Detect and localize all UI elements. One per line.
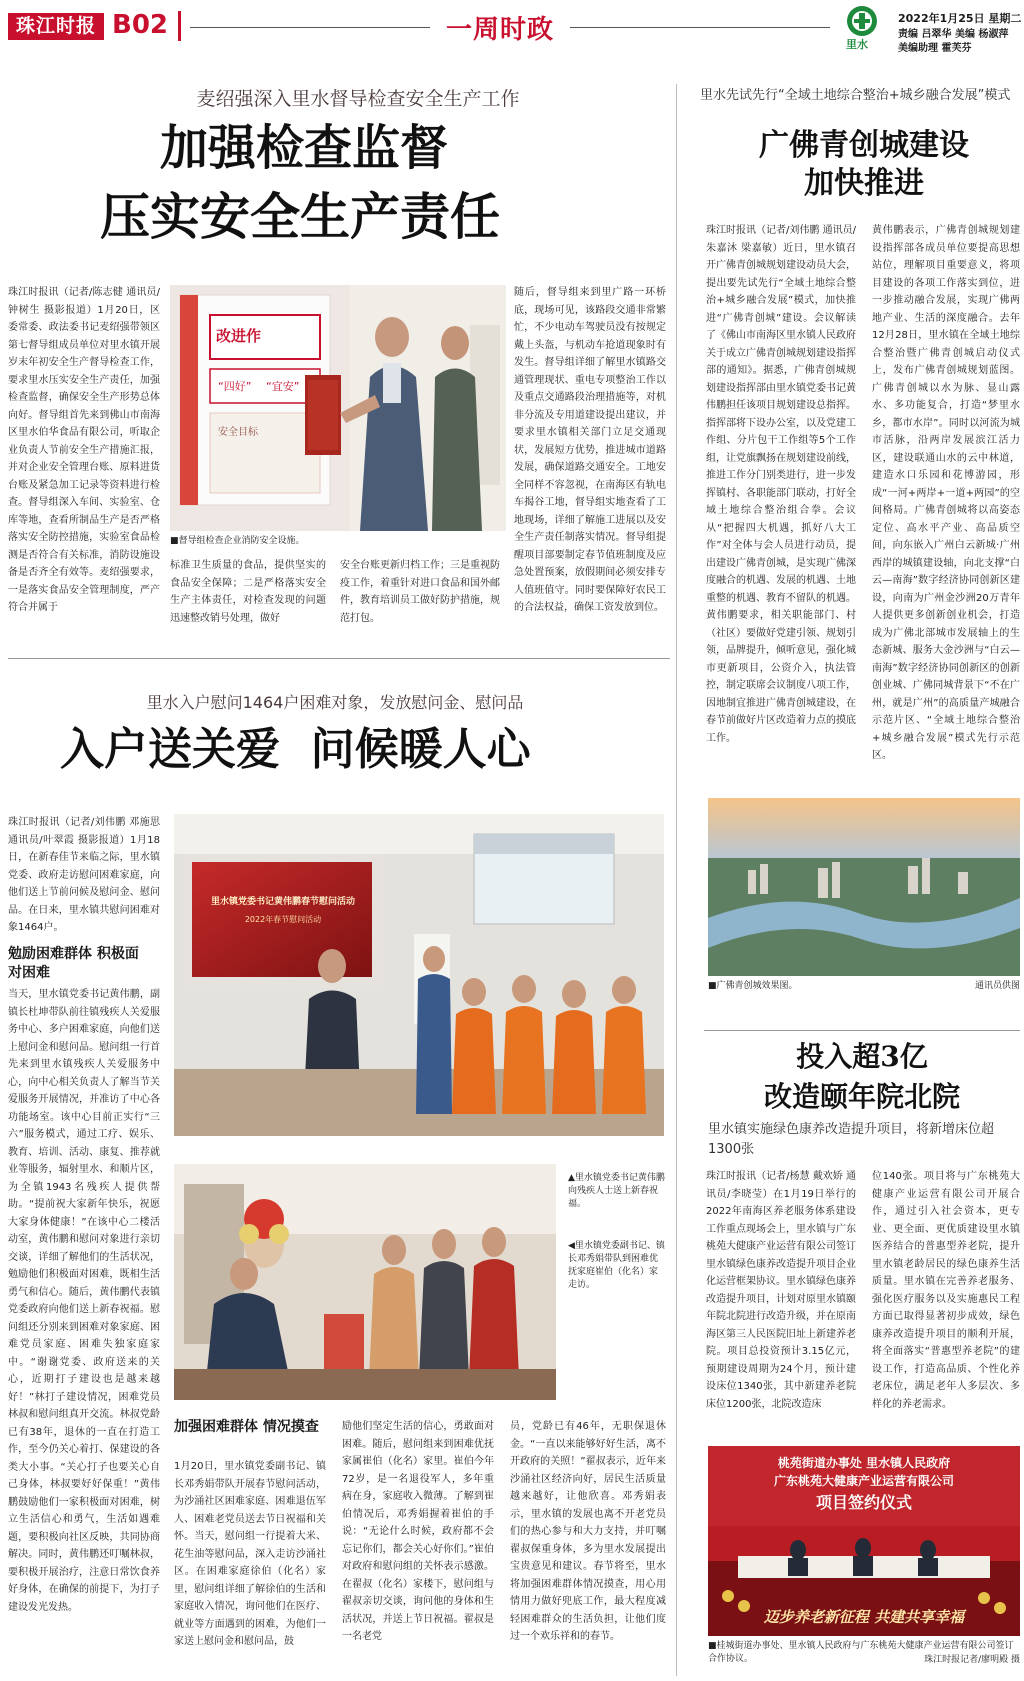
signing-banner-line4: 迈步养老新征程 共建共享幸福 [763, 1608, 965, 1626]
masthead [0, 0, 1024, 54]
article1-col1: 珠江时报讯（记者/陈志健 通讯员/钟树生 摄影报道）1月20日，区委常委、政法委书记麦绍强带领区第七督导组成员单位对里水镇开展岁末年初安全生产督导检查工作，要求里水压实安全生产责任，加强检查监督，确保安全生产形势总体向好。督导组首先来到佛山市南海区里水伯华食品有限公司，听取企业负责人节前安全生产措施汇报，并对企业安全管理台账、原料进货台账及紧急加工记录等资料进行检查。督导组深入车间、实验室、仓库等地，查看所制品生产是否严格落实安全防控措施，实验室食品检测是否符合有关标准，消防设施设备是否齐全有效等。麦绍强要求，一是落实食品安全管理制度，严产符合并属于 [8, 287, 160, 613]
article1-subtitle: 麦绍强深入里水督导检查安全生产工作 [196, 88, 520, 110]
article1-col2: 标准卫生质量的食品，提供坚实的食品安全保障；二是严格落实安全生产主体责任，对检查发现的问题迅速整改销号处理，做好 [170, 560, 326, 624]
article2-col3: 励他们坚定生活的信心，勇敢面对困难。随后，慰问组来到困难优抚家属崔伯（化名）家里。崔伯今年72岁，是一名退役军人，多年重病在身，家庭收入微薄。了解到崔伯情况后，邓秀娟握着崔伯的手说：“无论什么时候，政府都不会忘记你们，都会关心好你们。”崔伯对政府和慰问组的关怀表示感激。在翟叔（化名）家楼下，慰问组与翟叔亲切交谈，询问他的身体和生活状况，并送上节日祝福。翟叔是一名老党 [342, 1421, 494, 1642]
photo-sign-text-2: “四好” [218, 380, 252, 393]
masthead-bar [178, 11, 181, 41]
article1-col4: 随后，督导组来到里广路一环桥底，现场可见，该路段交通非常繁忙，不少电动车驾驶员没有按规定戴上头盔，与机动车抢道现象时有发生。督导组详细了解里水镇路交通管理现状、重电专项整治工作以及重点交通路段治理措施等，对机非分流及专用道建设提出建议，并要求里水镇相关部门立足交通现状，发展短方优势，推进城市道路发展，确保道路交通安全。工地安全同样不容忽视，在南海区有轨电车揭谷工地，督导组实地查看了工地现场，详细了解施工进展以及安全生产责任制落实情况。督导组提醒项目部要制定春节值班制度及应急处置预案，放假期间必须安排专人值班值守。同时要保障好农民工的合法权益，确保工资发放到位。 [514, 287, 666, 613]
article2-col4: 员，党龄已有46年，无职保退休金。“一直以来能够好好生活，离不开政府的关照！”翟叔表示，近年来沙涌社区经济向好，居民生活质量越来越好，让他欣喜。邓秀娟表示，里水镇的发展也离不开老党员们的热心参与和大力支持，并叮嘱翟叔保重身体，多为里水发展提出宝贵意见和建议。春节将至，里水将加强困难群体情况摸查，用心用情用力做好兜底工作，最大程度减轻困难群众的生活负担，让他们度过一个欢乐祥和的春节。 [510, 1421, 666, 1642]
article1-title-line1: 加强检查监督 [160, 120, 449, 176]
photo-sign-text-4: 安全目标 [218, 427, 258, 438]
article4-col2: 位140张。项目将与广东桃苑大健康产业运营有限公司开展合作，通过引入社会资本，更专业、更全面、更优质建设里水镇医养结合的普惠型养老院，提升里水镇老龄居民的绿色康养生活质量。里水镇在完善养老服务、强化医疗服务以及实施惠民工程方面已取得显著初步成效，绿色康养改造提升项目的顺利开展，将全面落实“普惠型养老院”的建设工作，打造高品质、个性化养老床位，满足老年人多层次、多样化的养老需求。 [872, 1171, 1020, 1410]
signing-banner-line1: 桃苑街道办事处 里水镇人民政府 [777, 1456, 951, 1470]
banner-subtext: 2022年春节慰问活动 [244, 915, 322, 924]
article2-head1: 勉励困难群体 积极面对困难 [8, 946, 139, 981]
signing-ceremony-photo [708, 1446, 1020, 1636]
section-title: 一周时政 [446, 15, 555, 45]
paper-name-logo: 珠江时报 [8, 13, 104, 40]
article3-kicker: 里水先试先行“全域土地综合整治+城乡融合发展”模式 [700, 88, 1011, 103]
article3-col2: 黄伟鹏表示，广佛青创城规划建设指挥部各成员单位要提高思想站位，理解项目重要意义，将项目建设的各项工作落实到位，进一步推动融合发展，实现广佛两地产业、生活的深度融合。去年12月28日，里水镇在全域土地综合整治暨广佛青创城启动仪式上，发布广佛青创城规划蓝图。广佛青创城以水为脉、显山露水、多功能复合，打造“梦里水乡，都市水岸”。同时以河流为城市活脉，沿两岸发展滨江活力区，建设联通山水的云中林道，建造水口乐园和花博游园，形成“一河+两岸+一道+两园”的空间格局。广佛青创城将以高姿态定位、高水平产业、高品质空间，向东嵌入广州白云新城·广州西岸的城镇建设轴，向北支撑“白云—南海”数字经济协同创新区建设，向南为广州金沙洲20万青年人提供更多创新创业机会，打造成为广佛北部城市发展轴上的生态新城、服务大金沙洲与“白云—南海”数字经济协同创新区的创新创业城、广佛同城背景下“不在广州，就是广州”的高质量产城融合示范片区、“全域土地综合整治+城乡融合发展”模式先行示范区。 [872, 225, 1020, 761]
signing-photo-credit: 珠江时报记者/廖明殿 摄 [924, 1655, 1020, 1665]
column-divider [676, 84, 677, 1676]
signing-banner-line2: 广东桃苑大健康产业运营有限公司 [773, 1474, 954, 1488]
article2-lede: 珠江时报讯（记者/刘伟鹏 邓施思 通讯员/叶翠霞 摄影报道）1月18日，在新春佳节来临之际，里水镇党委、政府走访慰问困难家庭，向他们送上节前问候及慰问金、慰问品。在日来，里水镇共慰问困难对象1464户。 [8, 817, 160, 933]
masthead-rule-right [570, 27, 830, 28]
article4-subtitle: 里水镇实施绿色康养改造提升项目，将新增床位超1300张 [708, 1122, 995, 1157]
photo-caption-1: ▲里水镇党委书记黄伟鹏向残疾人士送上新春祝福。 [568, 1173, 665, 1209]
liyshui-logo [840, 4, 884, 51]
article2-subtitle: 里水入户慰问1464户困难对象，发放慰问金、慰问品 [146, 693, 524, 712]
photo-caption-2: ◀里水镇党委副书记、镇长邓秀娟带队到困难优抚家庭崔伯（化名）家走访。 [568, 1241, 665, 1290]
article1-col3: 安全台账更新归档工作；三是重视防疫工作，着重针对进口食品和国外邮件，教育培训员工做好防护措施，规范打包。 [340, 560, 500, 624]
article3-title-line1: 广佛青创城建设 [759, 128, 969, 163]
inspection-photo [170, 285, 506, 531]
greenway-city-render [708, 798, 1020, 976]
photo-sign-text-1: 改进作 [216, 327, 262, 345]
signing-photo-caption: ■桂城街道办事处、里水镇人民政府与广东桃苑大健康产业运营有限公司签订合作协议。 [708, 1641, 1014, 1664]
article4-col1: 珠江时报讯（记者/杨慧 戴欢娇 通讯员/李晓莹）在1月19日举行的2022年南海区养老服务体系建设工作重点现场会上，里水镇与广东桃苑大健康产业运营有限公司签订里水镇绿色康养改造提升项目企业化运营框架协议。里水镇绿色康养改造提升项目，计划对原里水镇颐年院北院进行改造升级，并在原南海区第三人民医院旧址上新建养老院。项目总投资预计3.15亿元，预期建设周期为24个月，预计建设床位1340张，其中新建养老院床位1200张，北院改造床 [706, 1171, 856, 1410]
article3-col1: 珠江时报讯（记者/刘伟鹏 通讯员/朱嘉沐 梁嘉敏）近日，里水镇召开广佛青创城规划建设动员大会，提出要先试先行“全域土地综合整治+城乡融合发展”模式，加快推进“广佛青创城”建设。会议解读了《佛山市南海区里水镇人民政府关于成立广佛青创城规划建设指挥部的通知》。据悉，广佛青创城规划建设指挥部由里水镇党委书记黄伟鹏担任该项目规划建设总指挥。指挥部将下设办公室，以及党建工作组、分片包干工作组等5个工作组，让党旗飘扬在规划建设前线，推进工作分门别类进行，进一步发挥镇村、各职能部门联动，打好全域土地综合整治组合拳。会议从“把握四大机遇，抓好八大工作”对全体与会人员进行动员，提出建设广佛青创城，是实现广佛深度融合的机遇、发展的机遇、土地重整的机遇、教育不留队的机遇。黄伟鹏要求，相关职能部门、村（社区）要做好党建引领、规划引领，品牌提升，倾听意见，强化城市更新项目，公资介入，执法管控，制定联席会议制度八项工作，因地制宜推进广佛青创城建设，在春节前做好片区改造着力点的摸底工作。 [706, 225, 856, 744]
disabled-center-photo [174, 814, 664, 1136]
article4-title-line2: 改造颐年院北院 [763, 1080, 960, 1113]
article1-bottom-rule [8, 658, 670, 659]
logo-text: 里水 [846, 38, 868, 51]
article4-title-line1: 投入超3亿 [796, 1040, 928, 1073]
editor-line: 责编 吕翠华 美编 杨淑萍 [898, 29, 1009, 40]
photo-sign-text-3: “宜安” [266, 380, 300, 393]
article3-bottom-rule [704, 1030, 1020, 1031]
inspection-photo-caption: ■督导组检查企业消防安全设施。 [170, 536, 305, 546]
article1-title-line2: 压实安全生产责任 [100, 187, 500, 246]
render-caption: ■广佛青创城效果图。 [708, 981, 798, 991]
masthead-rule-left [190, 27, 430, 28]
banner-text: 里水镇党委书记黄伟鹏春节慰问活动 [210, 897, 355, 907]
article2-col2: 1月20日，里水镇党委副书记、镇长邓秀娟带队开展春节慰问活动，为沙涌社区困难家庭、困难退伍军人、困难老党员送去节日祝福和关怀。当天，慰问组一行提着大米、花生油等慰问品，深入走访沙涌社区。在困难家庭徐伯（化名）家里，慰问组详细了解徐伯的生活和家庭收入情况，询问他们在医疗、就业等方面遇到的困难，为他们一家送上慰问金和慰问品，鼓 [174, 1461, 326, 1647]
assistant-editor-line: 美编助理 霍芙芬 [898, 43, 972, 54]
render-credit: 通讯员供图 [974, 981, 1020, 991]
article3-title-line2: 加快推进 [804, 166, 924, 201]
article2-col1: 当天，里水镇党委书记黄伟鹏，副镇长杜坤带队前往镇残疾人关爱服务中心、多户困难家庭，向他们送上慰问金和慰问品。慰问组一行首先来到里水镇残疾人关爱服务中心，向中心相关负责人了解当节关爱服务开展情况，并准访了中心各功能场室。该中心目前正实行“三六”服务模式，通过工疗、娱乐、教育、培训、活动、康复、推荐就业等服务，辐射里水、和顺片区，为全镇1943名残疾人提供帮助。“提前祝大家新年快乐，祝愿大家身体健康！”在该中心二楼活动室，黄伟鹏和慰问对象进行亲切交谈，详细了解他们的生活状况，勉励他们积极面对困难，既相生活勇气和信心。随后，黄伟鹏代表镇党委政府向他们送上新春祝福。慰问组还分别来到困难对象家庭、困难党员家庭、困难失独家庭家中。“谢谢党委、政府送来的关心，近期打子建设也是越来越好！”林打子建设情况，困难党员林叔和慰问组真开交流。林叔党龄已有38年，退休的一直在打造工作，至今仍关心着打、保建设的各类大小事。“关心打子也要关心自己身体，林叔要好好保重！”黄伟鹏鼓励他们一家积极面对困难，树立生活信心和勇气，生活如遇难题，要积极向社区反映，共同协商解决。同时，黄伟鹏还叮嘱林叔，要积极开展治疗，注意日常饮食养好身体，在确保的前提下，为打子建设发光发热。 [8, 989, 160, 1613]
page-number: B02 [112, 10, 168, 40]
signing-banner-line3: 项目签约仪式 [815, 1493, 912, 1512]
home-visit-photo [174, 1164, 556, 1400]
article2-head2: 加强困难群体 情况摸查 [174, 1419, 319, 1435]
issue-date: 2022年1月25日 星期二 [898, 12, 1022, 25]
article2-title: 入户送关爱 问候暖人心 [60, 724, 531, 775]
